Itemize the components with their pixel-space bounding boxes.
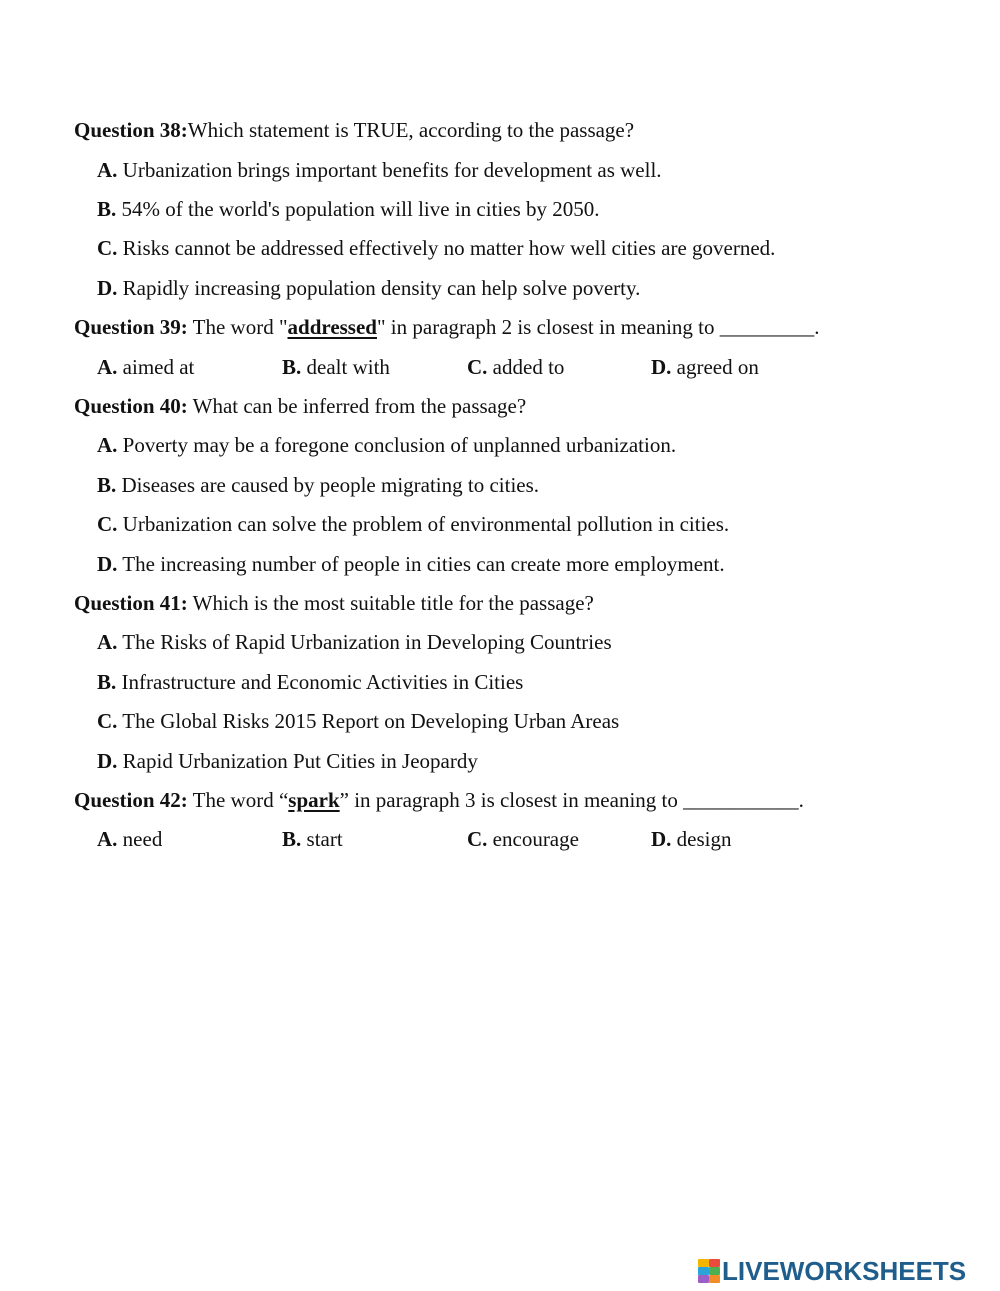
option-letter: A. [97, 355, 118, 379]
question-41 [74, 591, 594, 615]
option-text: aimed at [117, 355, 195, 379]
question-41-text: Which is the most suitable title for the passage? [187, 591, 594, 615]
option-letter: C. [467, 355, 488, 379]
q41-option-b[interactable] [97, 670, 523, 694]
option-letter: A. [97, 630, 118, 654]
q42-option-b[interactable] [282, 827, 343, 851]
option-text: Rapidly increasing population density can help solve poverty. [117, 276, 641, 300]
q41-option-c[interactable] [97, 709, 619, 733]
question-39-label: Question 39: [74, 315, 188, 339]
option-letter: D. [651, 355, 672, 379]
q38-option-b[interactable] [97, 197, 600, 221]
logo-square-icon [709, 1267, 720, 1275]
q42-option-a[interactable] [97, 827, 162, 851]
option-text: need [117, 827, 163, 851]
option-text: The increasing number of people in cities can create more employment. [117, 552, 725, 576]
option-text: added to [487, 355, 565, 379]
option-text: The Global Risks 2015 Report on Developing Urban Areas [117, 709, 620, 733]
q39-option-c[interactable] [467, 355, 564, 379]
option-letter: B. [97, 473, 117, 497]
question-42-label: Question 42: [74, 788, 188, 812]
option-letter: B. [282, 355, 302, 379]
q38-option-a[interactable] [97, 158, 662, 182]
q40-option-d[interactable] [97, 552, 725, 576]
question-42-text-pre: The word “ [187, 788, 289, 812]
option-text: Rapid Urbanization Put Cities in Jeopardy [117, 749, 478, 773]
q39-option-a[interactable] [97, 355, 194, 379]
q40-option-b[interactable] [97, 473, 539, 497]
q42-option-c[interactable] [467, 827, 579, 851]
option-text: encourage [487, 827, 579, 851]
q40-option-c[interactable] [97, 512, 729, 536]
option-letter: A. [97, 433, 118, 457]
question-40-text: What can be inferred from the passage? [187, 394, 527, 418]
q38-option-d[interactable] [97, 276, 640, 300]
option-text: The Risks of Rapid Urbanization in Developing Countries [117, 630, 612, 654]
question-40 [74, 394, 526, 418]
question-42-text-post: ” in paragraph 3 is closest in meaning to ___________. [339, 788, 804, 812]
option-letter: B. [97, 197, 117, 221]
logo-square-icon [698, 1267, 709, 1275]
question-41-label: Question 41: [74, 591, 188, 615]
logo-square-icon [709, 1259, 720, 1267]
option-text: 54% of the world's population will live in cities by 2050. [116, 197, 600, 221]
option-text: Diseases are caused by people migrating to cities. [116, 473, 540, 497]
question-42 [74, 788, 804, 812]
option-letter: D. [97, 552, 118, 576]
option-text: Poverty may be a foregone conclusion of unplanned urbanization. [117, 433, 677, 457]
logo-text: LIVEWORKSHEETS [722, 1256, 967, 1286]
option-letter: A. [97, 827, 118, 851]
question-40-label: Question 40: [74, 394, 188, 418]
option-letter: C. [97, 709, 118, 733]
question-38-text: Which statement is TRUE, according to the passage? [187, 118, 635, 142]
option-text: Risks cannot be addressed effectively no matter how well cities are governed. [117, 236, 776, 260]
option-text: Infrastructure and Economic Activities in Cities [116, 670, 524, 694]
question-39-keyword: addressed [287, 315, 377, 339]
option-letter: D. [97, 749, 118, 773]
option-text: Urbanization can solve the problem of environmental pollution in cities. [117, 512, 730, 536]
logo-square-icon [709, 1275, 720, 1283]
question-39-text-pre: The word " [187, 315, 288, 339]
question-39-text-post: " in paragraph 2 is closest in meaning to _________. [376, 315, 820, 339]
option-text: Urbanization brings important benefits for development as well. [117, 158, 662, 182]
option-letter: D. [97, 276, 118, 300]
question-38-label: Question 38: [74, 118, 188, 142]
option-letter: B. [282, 827, 302, 851]
q42-option-d[interactable] [651, 827, 732, 851]
option-letter: B. [97, 670, 117, 694]
option-letter: C. [97, 512, 118, 536]
q39-option-b[interactable] [282, 355, 390, 379]
logo-square-icon [698, 1259, 709, 1267]
liveworksheets-grid-icon [698, 1259, 720, 1283]
option-text: start [301, 827, 343, 851]
option-letter: D. [651, 827, 672, 851]
question-38 [74, 118, 634, 142]
q38-option-c[interactable] [97, 236, 775, 260]
option-text: dealt with [301, 355, 390, 379]
option-letter: A. [97, 158, 118, 182]
q40-option-a[interactable] [97, 433, 676, 457]
q41-option-d[interactable] [97, 749, 478, 773]
question-39 [74, 315, 819, 339]
option-letter: C. [97, 236, 118, 260]
option-text: agreed on [671, 355, 759, 379]
logo-square-icon [698, 1275, 709, 1283]
option-letter: C. [467, 827, 488, 851]
q41-option-a[interactable] [97, 630, 612, 654]
question-42-keyword: spark [288, 788, 340, 812]
liveworksheets-logo [698, 1258, 966, 1284]
option-text: design [671, 827, 732, 851]
q39-option-d[interactable] [651, 355, 759, 379]
